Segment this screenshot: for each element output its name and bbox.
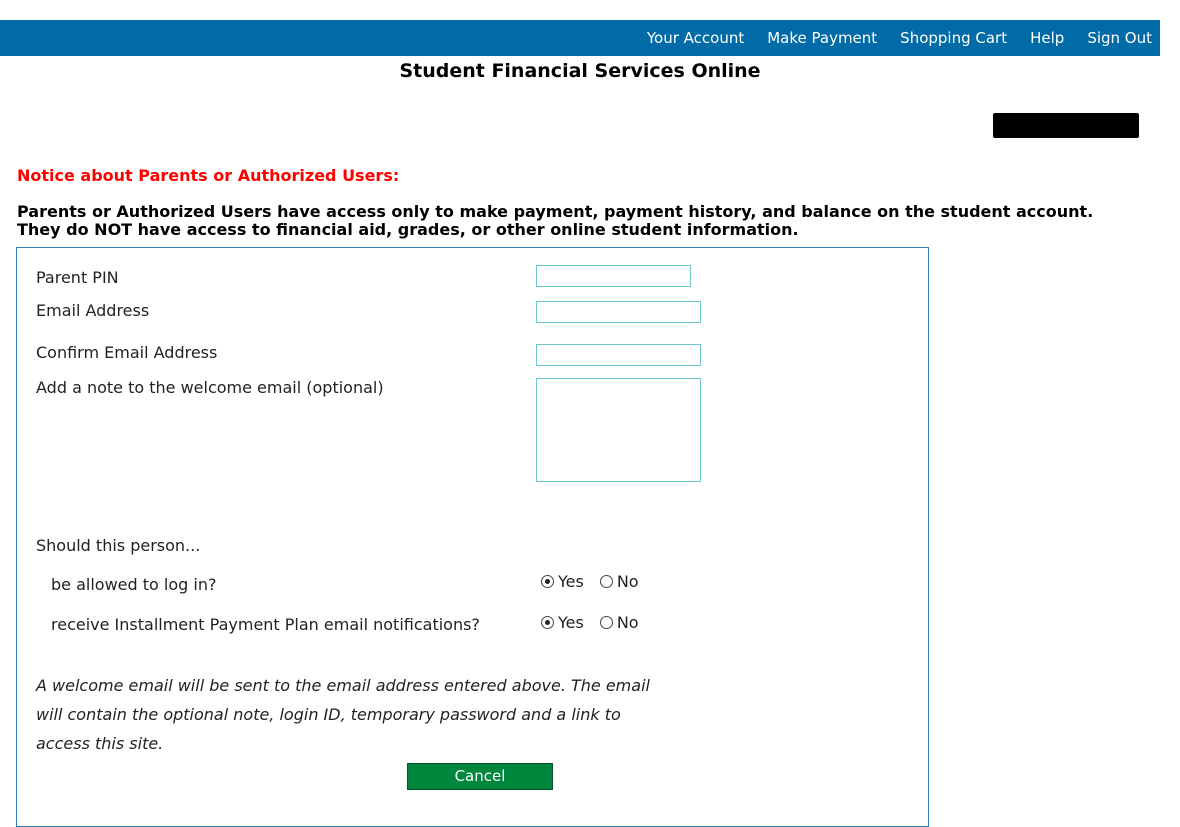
notice-line-1: Parents or Authorized Users have access only to make payment, payment history, and balance on the student account. xyxy=(17,202,1094,221)
login-no-label[interactable]: No xyxy=(616,572,639,591)
ipp-radio-group xyxy=(541,613,639,632)
nav-help[interactable]: Help xyxy=(1030,29,1065,47)
authorized-user-form xyxy=(16,247,929,827)
notice-title: Notice about Parents or Authorized Users: xyxy=(17,166,400,185)
login-no-radio[interactable] xyxy=(600,575,613,588)
nav-shopping-cart[interactable]: Shopping Cart xyxy=(900,29,1008,47)
login-question: be allowed to log in? xyxy=(51,575,217,594)
nav-make-payment[interactable]: Make Payment xyxy=(767,29,878,47)
parent-pin-input[interactable] xyxy=(536,265,691,287)
ipp-no-label[interactable]: No xyxy=(616,613,639,632)
note-textarea[interactable] xyxy=(536,378,701,482)
welcome-email-info: A welcome email will be sent to the email address entered above. The email will contain the optional note, login ID, temporary password and a link to access this site. xyxy=(36,676,650,753)
confirm-email-input[interactable] xyxy=(536,344,701,366)
should-label: Should this person... xyxy=(36,536,201,555)
login-yes-label[interactable]: Yes xyxy=(558,572,584,591)
ipp-question: receive Installment Payment Plan email notifications? xyxy=(51,615,480,634)
notice-line-2: They do NOT have access to financial aid, grades, or other online student information. xyxy=(17,220,799,239)
redacted-user-info xyxy=(993,113,1139,138)
confirm-email-label: Confirm Email Address xyxy=(36,343,218,362)
cancel-button[interactable]: Cancel xyxy=(407,763,553,790)
top-nav-bar xyxy=(0,20,1160,56)
notice-text xyxy=(17,203,1157,239)
page-title: Student Financial Services Online xyxy=(399,60,761,82)
nav-your-account[interactable]: Your Account xyxy=(646,29,745,47)
ipp-yes-radio[interactable] xyxy=(541,616,554,629)
note-label: Add a note to the welcome email (optional) xyxy=(36,378,384,397)
login-radio-group xyxy=(541,572,639,591)
parent-pin-label: Parent PIN xyxy=(36,268,119,287)
ipp-yes-label[interactable]: Yes xyxy=(558,613,584,632)
email-input[interactable] xyxy=(536,301,701,323)
email-label: Email Address xyxy=(36,301,150,320)
login-yes-radio[interactable] xyxy=(541,575,554,588)
nav-sign-out[interactable]: Sign Out xyxy=(1087,29,1152,47)
ipp-no-radio[interactable] xyxy=(600,616,613,629)
